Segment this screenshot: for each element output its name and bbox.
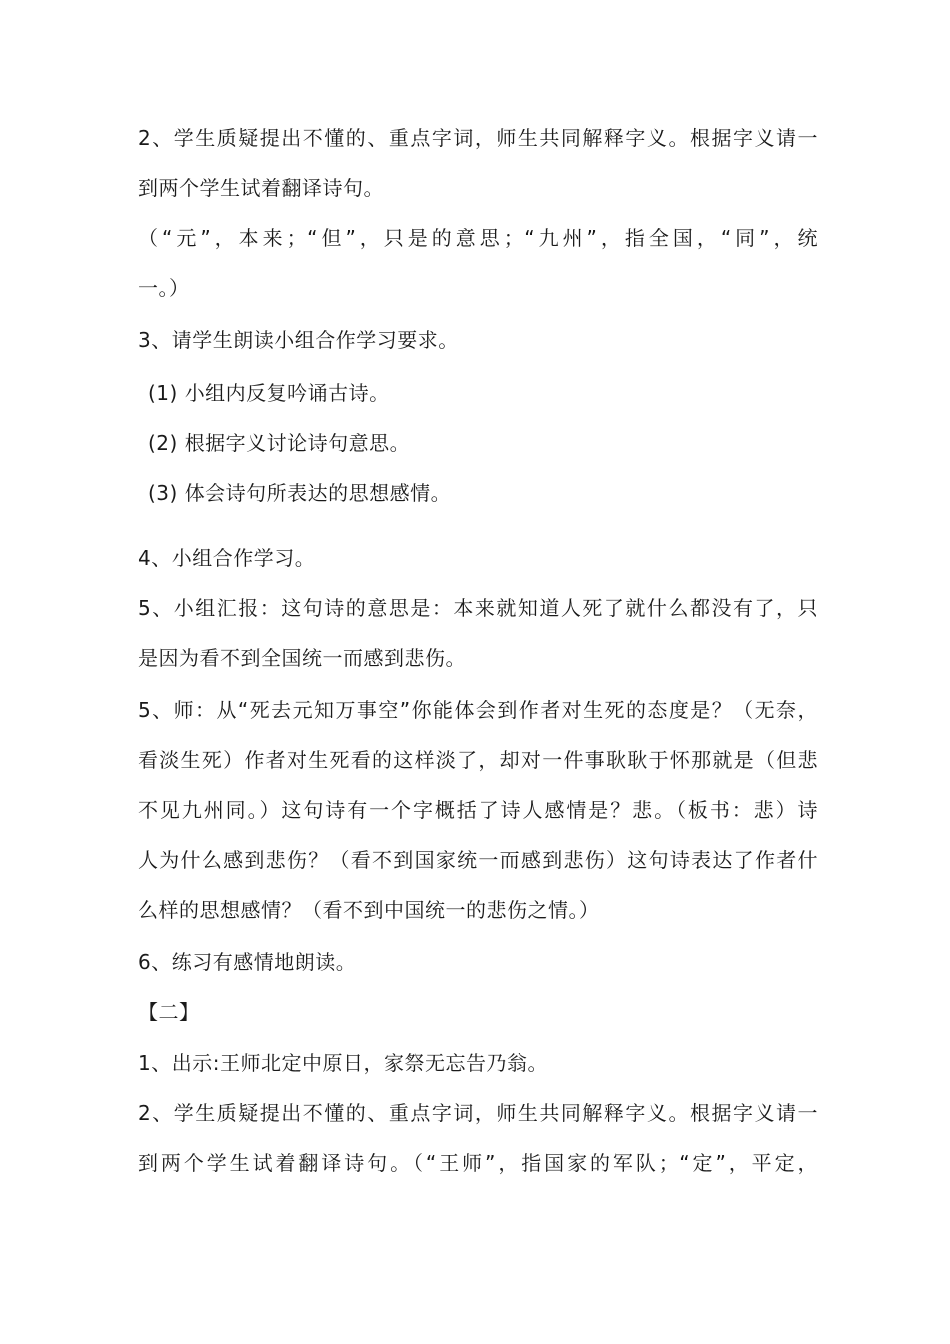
text-line: 么样的思想感情？（看不到中国统一的悲伤之情。） (138, 898, 600, 922)
text-line: 4、小组合作学习。 (138, 546, 316, 570)
list-item: (2) 根据字义讨论诗句意思。 (148, 431, 411, 455)
text-line: 一。） (138, 276, 190, 300)
list-item: (3) 体会诗句所表达的思想感情。 (148, 481, 452, 505)
list-item: (1) 小组内反复吟诵古诗。 (148, 381, 390, 405)
text-line: 2、学生质疑提出不懂的、重点字词，师生共同解释字义。根据字义请一 (138, 126, 818, 150)
text-line: 是因为看不到全国统一而感到悲伤。 (138, 646, 466, 670)
text-line: 到两个学生试着翻译诗句。 (138, 176, 384, 200)
text-line: 人为什么感到悲伤？（看不到国家统一而感到悲伤）这句诗表达了作者什 (138, 848, 818, 872)
section-heading: 【二】 (138, 1000, 200, 1024)
text-line: 不见九州同。）这句诗有一个字概括了诗人感情是？悲。（板书：悲）诗 (138, 798, 818, 822)
text-line: 3、请学生朗读小组合作学习要求。 (138, 328, 459, 352)
text-line: 6、练习有感情地朗读。 (138, 950, 357, 974)
text-line: 5、师：从“死去元知万事空”你能体会到作者对生死的态度是？（无奈， (138, 698, 818, 722)
text-line: 2、学生质疑提出不懂的、重点字词，师生共同解释字义。根据字义请一 (138, 1101, 818, 1125)
text-line: 5、小组汇报：这句诗的意思是：本来就知道人死了就什么都没有了，只 (138, 596, 818, 620)
text-line: （“元”，本来；“但”，只是的意思；“九州”，指全国，“同”，统 (138, 226, 818, 250)
text-line: 看淡生死）作者对生死看的这样淡了，却对一件事耿耿于怀那就是（但悲 (138, 748, 818, 772)
text-line: 到两个学生试着翻译诗句。（“王师”，指国家的军队；“定”，平定， (138, 1151, 818, 1175)
text-line: 1、出示:王师北定中原日，家祭无忘告乃翁。 (138, 1051, 548, 1075)
